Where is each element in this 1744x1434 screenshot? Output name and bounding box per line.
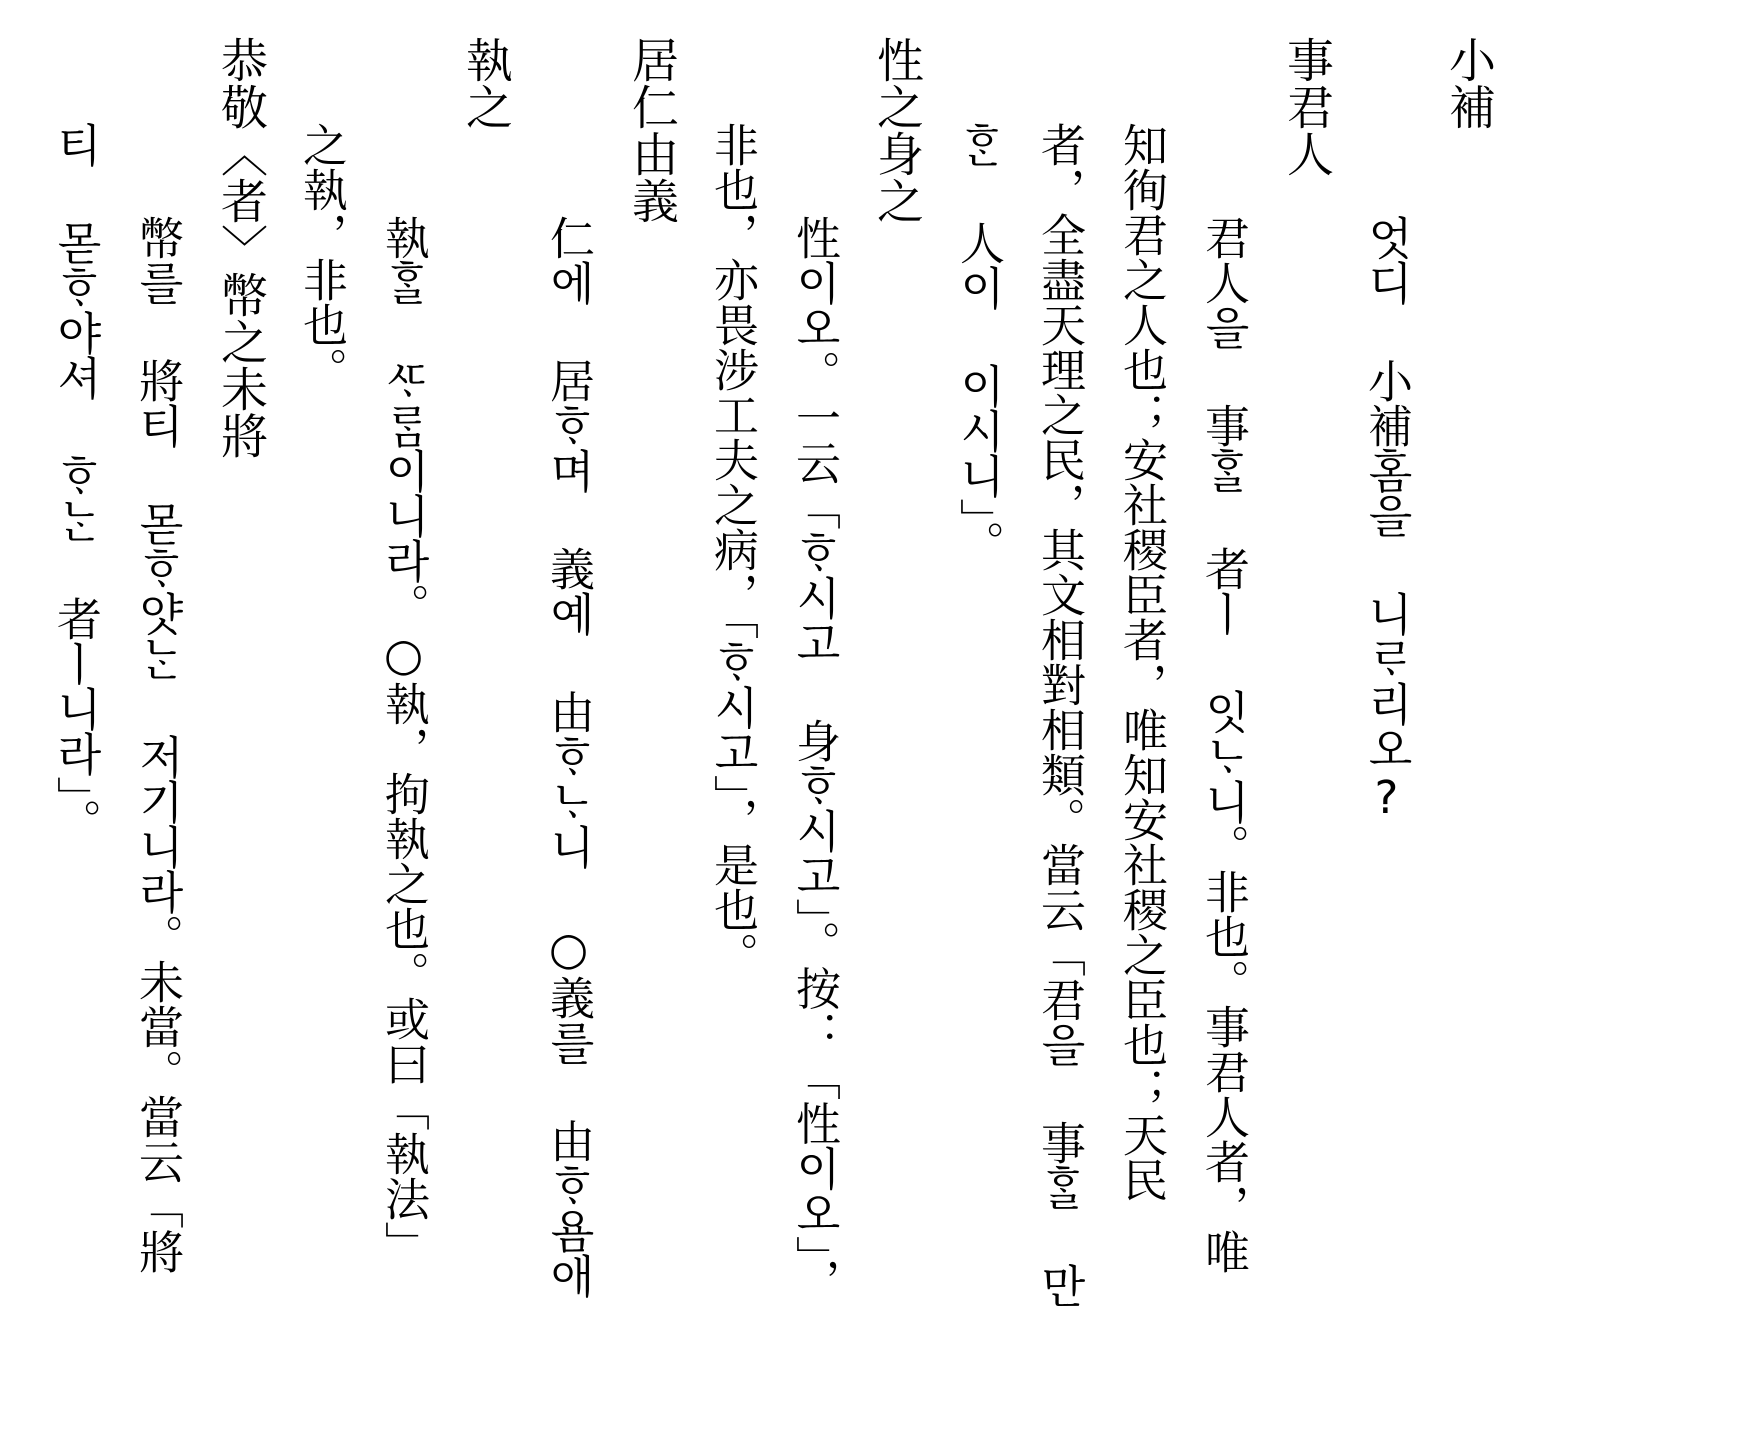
gloss-column: 執ᄒᆞᆯ ᄯᆞᄅᆞᆷ이니라。○執，拘執之也。或曰「執法」 — [377, 215, 430, 1266]
gloss-column: 仁에 居ᄒᆞ며 義예 由ᄒᆞᄂᆞ니 ○義를 由ᄒᆞ욤애 — [542, 215, 595, 1298]
gloss-column: 者，全盡天理之民，其文相對相類。當云「君을 事ᄒᆞᆯ 만 — [1033, 122, 1086, 1308]
gloss-column: 知徇君之人也；安社稷臣者，唯知安社稷之臣也；天民 — [1115, 122, 1168, 1202]
gloss-column: 티 몯ᄒᆞ야셔 ᄒᆞᄂᆞᆫ 者ㅣ니라」。 — [49, 122, 102, 844]
gloss-column: 君人을 事ᄒᆞᆯ 者ㅣ 잇ᄂᆞ니。非也。事君人者，唯 — [1197, 215, 1250, 1274]
gloss-column: 之執，非也。 — [295, 122, 348, 392]
heading-column: 居仁由義 — [624, 36, 679, 224]
heading-column: 性之身之 — [869, 36, 924, 224]
heading-column: 恭敬〈者〉幣之未將 — [213, 36, 268, 459]
gloss-column: ᄒᆞᆫ 人이 이시니」。 — [952, 122, 1005, 566]
heading-column: 事君人 — [1279, 36, 1334, 177]
heading-column: 小補 — [1441, 36, 1496, 130]
gloss-column: 엇디 小補홈을 니ᄅᆞ리오? — [1360, 215, 1413, 824]
gloss-column: 幣를 將티 몯ᄒᆞ얏ᄂᆞᆫ 저기니라。未當。當云「將 — [131, 215, 184, 1274]
heading-column: 執之 — [458, 36, 513, 130]
gloss-column: 非也，亦畏涉工夫之病，「ᄒᆞ시고」，是也。 — [706, 122, 759, 977]
gloss-column: 性이오。一云「ᄒᆞ시고 身ᄒᆞ시고」。按：「性이오」， — [788, 215, 841, 1303]
